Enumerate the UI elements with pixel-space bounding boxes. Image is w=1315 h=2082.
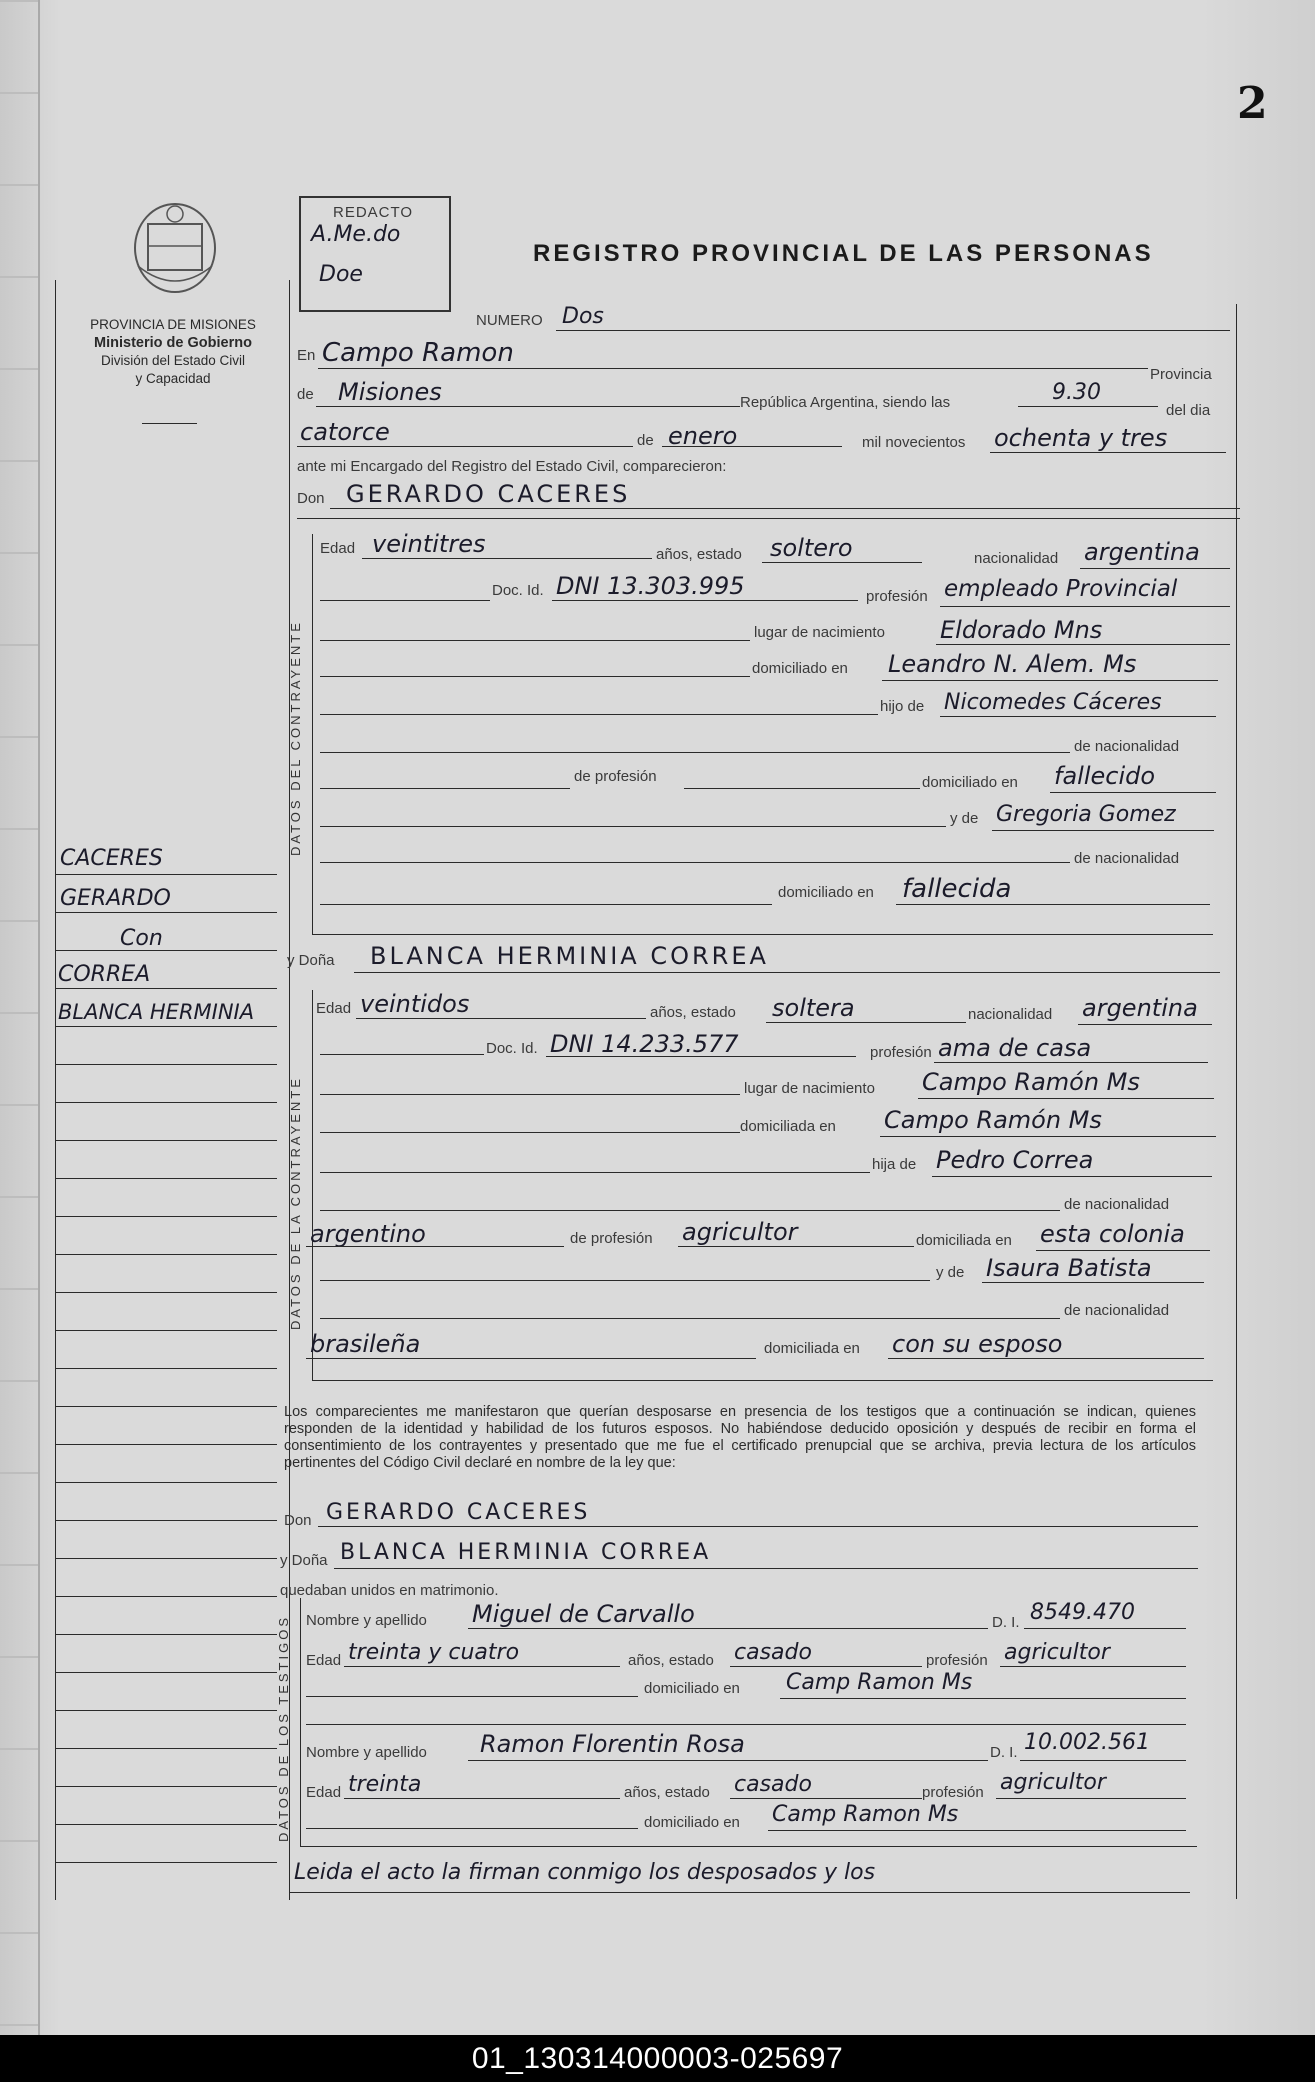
label-bride-y-de: y de	[936, 1264, 965, 1281]
label-w2-nombre: Nombre y apellido	[306, 1744, 427, 1761]
division-name-2: y Capacidad	[135, 371, 211, 386]
page-title: REGISTRO PROVINCIAL DE LAS PERSONAS	[533, 240, 1154, 267]
field-en: Campo Ramon	[322, 338, 514, 368]
field-bride-padre-domicilio: esta colonia	[1040, 1220, 1185, 1248]
field-w1-domicilio: Camp Ramon Ms	[786, 1670, 973, 1695]
side-name-bride: BLANCA HERMINIA	[58, 1000, 255, 1024]
province-name: PROVINCIA DE MISIONES	[90, 317, 256, 332]
field-w1-profesion: agricultor	[1004, 1640, 1110, 1665]
field-groom-estado: soltero	[770, 534, 853, 562]
field-dona-2: BLANCA HERMINIA CORREA	[340, 1540, 712, 1565]
label-groom-padre-nac: de nacionalidad	[1074, 738, 1180, 755]
field-w2-edad: treinta	[348, 1772, 422, 1797]
label-datos-contrayente: DATOS DEL CONTRAYENTE	[288, 620, 303, 856]
label-groom-padre-prof: de profesión	[574, 768, 657, 785]
label-w1-nombre: Nombre y apellido	[306, 1612, 427, 1629]
field-don-2: GERARDO CACERES	[326, 1500, 591, 1525]
label-don: Don	[297, 490, 325, 507]
field-groom-domicilio: Leandro N. Alem. Ms	[888, 650, 1137, 678]
label-groom-estado: años, estado	[656, 546, 742, 563]
label-del-dia: del dia	[1166, 402, 1211, 419]
field-groom-madre-dom: fallecida	[902, 874, 1012, 904]
witnesses-section	[300, 1598, 1197, 1847]
label-w1-di: D. I.	[992, 1614, 1020, 1631]
field-bride-padre: Pedro Correa	[936, 1146, 1094, 1174]
field-w1-di: 8549.470	[1030, 1600, 1135, 1625]
label-groom-lugar: lugar de nacimiento	[754, 624, 885, 641]
field-hora: 9.30	[1052, 380, 1101, 405]
closing-handwritten-line: Leida el acto la firman conmigo los desposados y los	[294, 1860, 876, 1885]
label-bride-nacionalidad: nacionalidad	[968, 1006, 1053, 1023]
label-groom-madre-dom: domiciliado en	[778, 884, 874, 901]
label-groom-padre-dom: domiciliado en	[922, 774, 1018, 791]
label-bride-madre-nac: de nacionalidad	[1064, 1302, 1170, 1319]
declaration-paragraph: Los comparecientes me manifestaron que querían desposarse en presencia de los testigos que a continuación se indican, quienes responden de la identidad y habilidad de los futuros esposos. No habiéndose deducido oposición y después de recibir en forma el consentimiento de los contrayentes y presentado que me fue el certificado prenupcial que se archiva, previa lectura de los artículos pertinentes del Código Civil declaré en nombre de la ley que:	[284, 1404, 1196, 1471]
label-w2-domicilio: domiciliado en	[644, 1814, 740, 1831]
field-groom-lugar: Eldorado Mns	[940, 616, 1103, 644]
label-groom-nacionalidad: nacionalidad	[974, 550, 1059, 567]
field-bride-madre-nacionalidad: brasileña	[310, 1330, 421, 1358]
label-bride-edad: Edad	[316, 1000, 352, 1017]
field-mes: enero	[668, 422, 738, 450]
field-dona: BLANCA HERMINIA CORREA	[370, 942, 769, 970]
field-dia: catorce	[300, 418, 390, 446]
field-bride-padre-nacionalidad: argentino	[310, 1220, 426, 1248]
division-name: División del Estado Civil	[100, 353, 246, 368]
label-de-mes: de	[637, 432, 654, 449]
label-groom-madre-nac: de nacionalidad	[1074, 850, 1180, 867]
field-bride-domicilio: Campo Ramón Ms	[884, 1106, 1102, 1134]
field-bride-profesion: ama de casa	[938, 1034, 1092, 1062]
label-datos-testigos: DATOS DE LOS TESTIGOS	[276, 1615, 291, 1842]
field-bride-padre-profesion: agricultor	[682, 1218, 798, 1246]
label-bride-doc: Doc. Id.	[486, 1040, 538, 1057]
label-w1-estado: años, estado	[628, 1652, 714, 1669]
label-y-dona-2: y Doña	[280, 1552, 328, 1569]
label-provincia: Provincia	[1150, 366, 1212, 383]
field-bride-estado: soltera	[772, 994, 855, 1022]
field-w2-estado: casado	[734, 1772, 812, 1797]
label-bride-padre-nac: de nacionalidad	[1064, 1196, 1170, 1213]
label-bride-padre-dom: domiciliada en	[916, 1232, 1012, 1249]
field-groom-doc: DNI 13.303.995	[556, 572, 745, 600]
label-numero: NUMERO	[476, 312, 543, 329]
field-groom-nacionalidad: argentina	[1084, 538, 1200, 566]
label-republica: República Argentina, siendo las	[740, 394, 951, 411]
label-datos-la-contrayente: DATOS DE LA CONTRAYENTE	[288, 1076, 303, 1330]
label-groom-doc: Doc. Id.	[492, 582, 544, 599]
side-surname-groom: CACERES	[60, 846, 163, 871]
label-groom-edad: Edad	[320, 540, 356, 557]
field-groom-edad: veintitres	[372, 530, 486, 558]
label-bride-madre-dom: domiciliada en	[764, 1340, 860, 1357]
label-bride-profesion: profesión	[870, 1044, 932, 1061]
coat-of-arms-icon	[128, 196, 222, 296]
label-w2-di: D. I.	[990, 1744, 1018, 1761]
binding-edge	[0, 0, 40, 2035]
label-mil: mil novecientos	[862, 434, 966, 451]
footer-file-id: 01_130314000003-025697	[0, 2035, 1315, 2082]
side-surname-bride: CORREA	[58, 962, 151, 987]
field-groom-padre-dom: fallecido	[1054, 762, 1156, 790]
page-number: 2	[1237, 78, 1268, 129]
label-don-2: Don	[284, 1512, 312, 1529]
field-w2-profesion: agricultor	[1000, 1770, 1106, 1795]
label-bride-padre-prof: de profesión	[570, 1230, 653, 1247]
stamp-label: REDACTO	[333, 204, 414, 221]
ministry-name: Ministerio de Gobierno	[94, 335, 252, 351]
label-bride-domicilio: domiciliada en	[740, 1118, 836, 1135]
label-ante: ante mi Encargado del Registro del Estado Civil, comparecieron:	[297, 458, 727, 475]
label-w1-domicilio: domiciliado en	[644, 1680, 740, 1697]
field-w1-estado: casado	[734, 1640, 812, 1665]
field-bride-madre-domicilio: con su esposo	[892, 1330, 1063, 1358]
label-bride-estado: años, estado	[650, 1004, 736, 1021]
label-w2-estado: años, estado	[624, 1784, 710, 1801]
label-w1-edad: Edad	[306, 1652, 342, 1669]
label-groom-hijo: hijo de	[880, 698, 925, 715]
field-bride-madre: Isaura Batista	[986, 1254, 1152, 1282]
field-w2-nombre: Ramon Florentin Rosa	[480, 1730, 745, 1758]
label-groom-y-de: y de	[950, 810, 979, 827]
redacto-stamp	[299, 196, 451, 312]
field-bride-nacionalidad: argentina	[1082, 994, 1198, 1022]
label-groom-profesion: profesión	[866, 588, 928, 605]
field-bride-doc: DNI 14.233.577	[550, 1030, 739, 1058]
label-en: En	[297, 347, 316, 364]
field-w2-di: 10.002.561	[1024, 1730, 1150, 1755]
side-connector: Con	[120, 926, 163, 951]
label-w2-edad: Edad	[306, 1784, 342, 1801]
field-w1-edad: treinta y cuatro	[348, 1640, 520, 1665]
field-groom-padre: Nicomedes Cáceres	[944, 690, 1162, 715]
field-w1-nombre: Miguel de Carvallo	[472, 1600, 695, 1628]
stamp-signature: A.Me.do	[311, 222, 401, 247]
label-quedaban: quedaban unidos en matrimonio.	[280, 1582, 499, 1599]
label-de: de	[297, 386, 314, 403]
label-bride-hija: hija de	[872, 1156, 917, 1173]
stamp-signature-2: Doe	[319, 262, 363, 287]
field-don: GERARDO CACERES	[346, 480, 631, 508]
label-bride-lugar: lugar de nacimiento	[744, 1080, 875, 1097]
field-w2-domicilio: Camp Ramon Ms	[772, 1802, 959, 1827]
label-y-dona: y Doña	[287, 952, 335, 969]
field-groom-madre: Gregoria Gomez	[996, 802, 1176, 827]
field-numero: Dos	[562, 304, 604, 329]
field-groom-profesion: empleado Provincial	[944, 576, 1178, 602]
field-bride-lugar: Campo Ramón Ms	[922, 1068, 1140, 1096]
side-name-groom: GERARDO	[60, 886, 171, 911]
field-ano: ochenta y tres	[994, 424, 1168, 452]
label-w2-profesion: profesión	[922, 1784, 984, 1801]
label-groom-domicilio: domiciliado en	[752, 660, 848, 677]
province-header	[58, 316, 288, 388]
field-de: Misiones	[338, 378, 442, 406]
field-bride-edad: veintidos	[360, 990, 470, 1018]
label-w1-profesion: profesión	[926, 1652, 988, 1669]
